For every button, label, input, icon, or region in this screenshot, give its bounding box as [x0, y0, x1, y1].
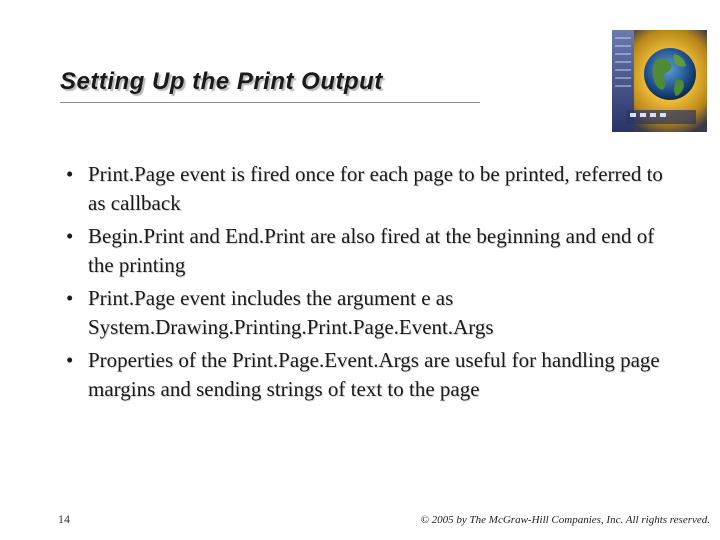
bullet-item	[66, 222, 676, 280]
bullet-item	[66, 284, 676, 342]
slide-title: Setting Up the Print Output	[60, 68, 383, 95]
bullet-item	[66, 346, 676, 404]
bullet-text: Properties of the Print.Page.Event.Args are useful for handling page margins and sending strings of text to the page	[88, 348, 660, 401]
bullet-item	[66, 160, 676, 218]
title-underline	[60, 102, 480, 103]
copyright-notice: © 2005 by The McGraw-Hill Companies, Inc. All rights reserved.	[420, 514, 710, 526]
bullet-text: Print.Page event is fired once for each page to be printed, referred to as callback	[88, 162, 663, 215]
bullet-dot: •	[66, 224, 74, 248]
bullet-list	[66, 160, 676, 408]
bullet-dot: •	[66, 286, 74, 310]
globe-computer-icon	[612, 30, 707, 132]
bullet-dot: •	[66, 162, 74, 186]
bullet-text: Begin.Print and End.Print are also fired at the beginning and end of the printing	[88, 224, 655, 277]
bullet-text: Print.Page event includes the argument e as System.Drawing.Printing.Print.Page.Event.Args	[88, 286, 494, 339]
bullet-dot: •	[66, 348, 74, 372]
slide-number: 14	[58, 512, 70, 526]
